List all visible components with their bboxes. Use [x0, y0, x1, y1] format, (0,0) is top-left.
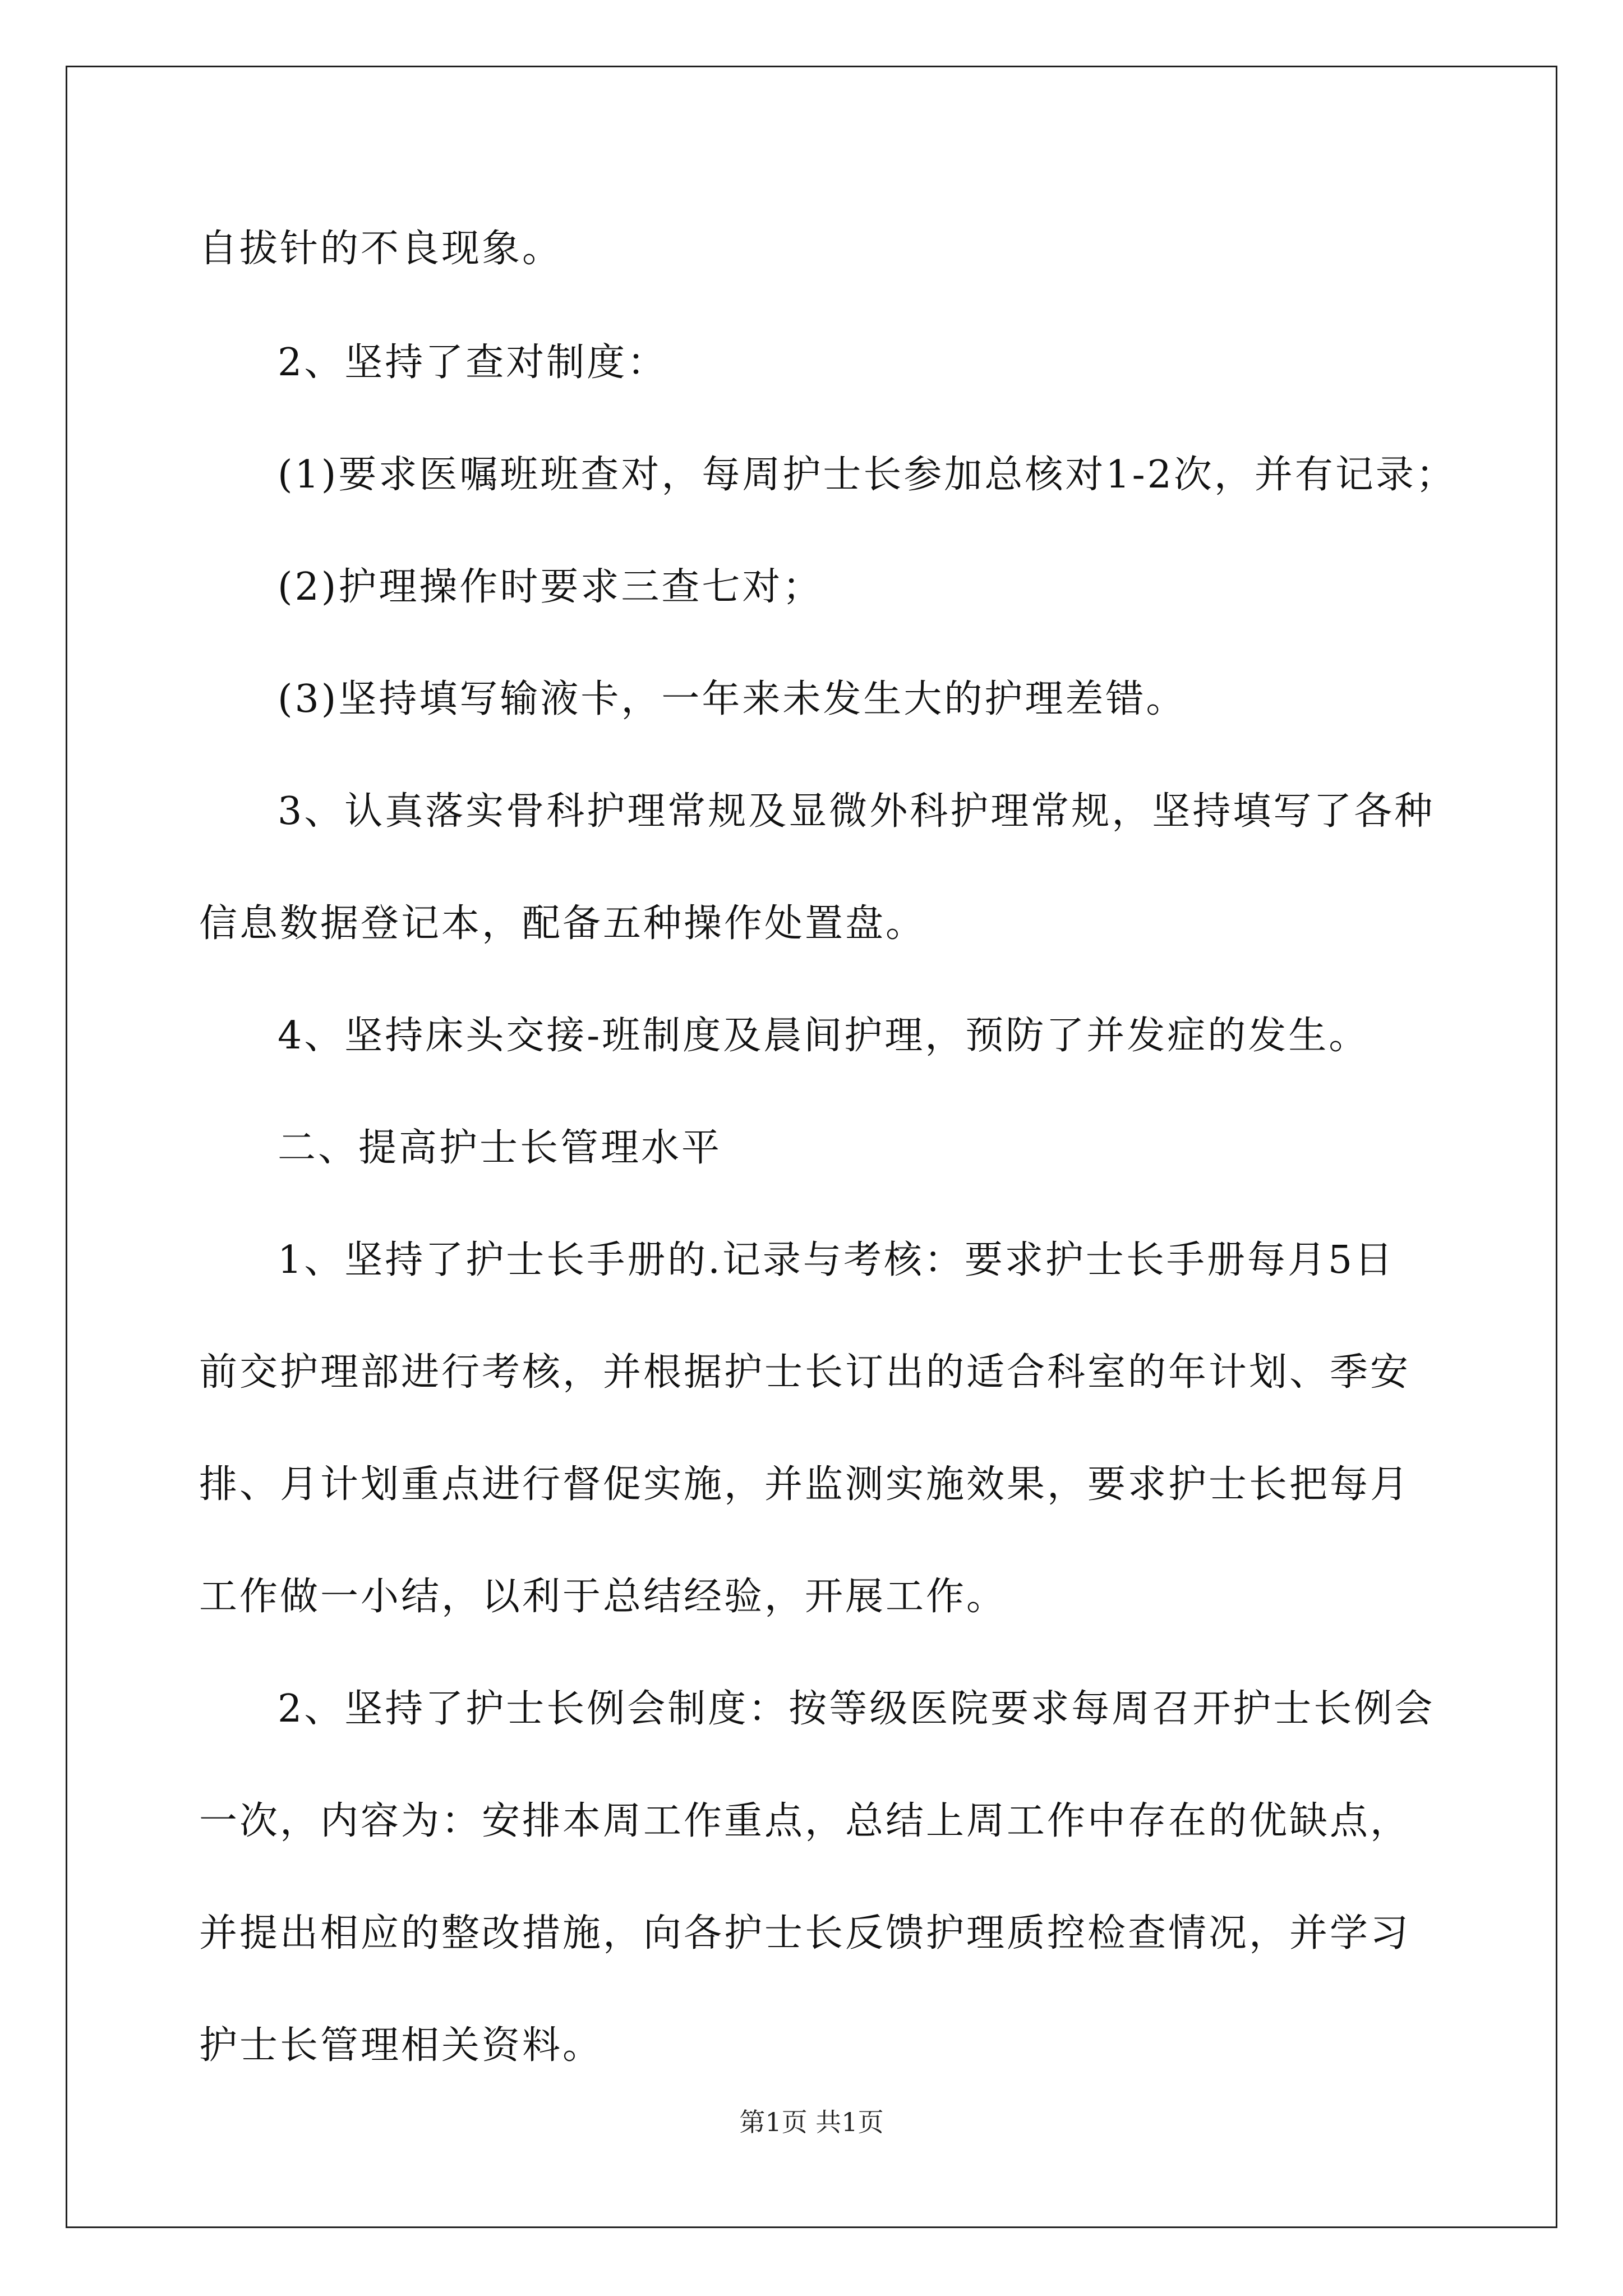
text-line: 前交护理部进行考核，并根据护士长订出的适合科室的年计划、季安 [199, 1350, 1411, 1395]
text-line: 信息数据登记本，配备五种操作处置盘。 [199, 901, 926, 946]
page-number-footer: 第1页 共1页 [739, 2107, 884, 2137]
text-line: 自拔针的不良现象。 [199, 227, 563, 271]
text-line: 4、坚持床头交接-班制度及晨间护理，预防了并发症的发生。 [278, 1014, 1370, 1058]
text-line: 3、认真落实骨科护理常规及显微外科护理常规，坚持填写了各种 [278, 789, 1435, 834]
text-line: 护士长管理相关资料。 [199, 2023, 603, 2068]
text-line: (1)要求医嘱班班查对，每周护士长参加总核对1-2次，并有记录； [278, 453, 1456, 497]
text-line: 工作做一小结，以利于总结经验，开展工作。 [199, 1575, 1007, 1619]
text-line: 排、月计划重点进行督促实施，并监测实施效果，要求护士长把每月 [199, 1462, 1411, 1507]
text-line: (2)护理操作时要求三查七对； [278, 565, 823, 609]
text-line: 2、坚持了查对制度： [278, 341, 668, 385]
text-line: 一次，内容为：安排本周工作重点，总结上周工作中存在的优缺点， [199, 1799, 1411, 1843]
section-heading: 二、提高护士长管理水平 [278, 1126, 722, 1170]
text-line: 2、坚持了护士长例会制度：按等级医院要求每周召开护士长例会 [278, 1687, 1435, 1731]
text-line: (3)坚持填写输液卡，一年来未发生大的护理差错。 [278, 677, 1187, 721]
text-line: 1、坚持了护士长手册的.记录与考核：要求护士长手册每月5日 [278, 1238, 1395, 1282]
text-line: 并提出相应的整改措施，向各护士长反馈护理质控检查情况，并学习 [199, 1911, 1411, 1955]
